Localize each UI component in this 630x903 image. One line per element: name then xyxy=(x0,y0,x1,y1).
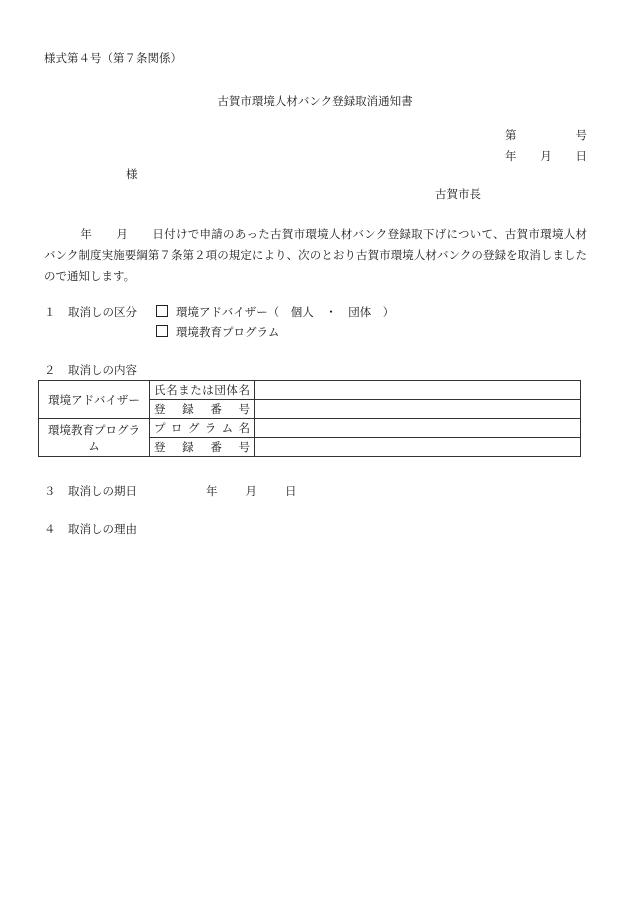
adviser-category-cell: 環境アドバイザー xyxy=(39,381,150,419)
issue-date-line xyxy=(505,148,587,164)
program-reg-value-cell[interactable] xyxy=(255,438,581,457)
cancellation-table xyxy=(38,380,581,457)
program-category-cell: 環境教育プログラム xyxy=(39,419,150,457)
option-adviser-label: 環境アドバイザー（ 個人 ・ 団体 ） xyxy=(176,305,395,319)
cancel-date-month: 月 xyxy=(245,484,257,498)
adviser-reg-label-cell: 登録番号 xyxy=(150,400,255,419)
issue-date-day: 日 xyxy=(575,149,587,163)
form-number: 様式第４号（第７条関係） xyxy=(44,51,182,65)
section-3-label: 取消しの期日 xyxy=(68,484,137,498)
cancel-date-year: 年 xyxy=(206,484,218,498)
body-text: 日付けで申請のあった古賀市環境人材バンク登録取下げについて、古賀市環境人材バンク制度実施要綱第７条第２項の規定により、次のとおり古賀市環境人材バンクの登録を取消しましたので通知します。 xyxy=(44,227,588,283)
cancel-date-day: 日 xyxy=(285,484,297,498)
section-2-label: 取消しの内容 xyxy=(68,363,137,377)
name-label-cell: 氏名または団体名 xyxy=(150,381,255,400)
option-program-label: 環境教育プログラム xyxy=(176,325,280,339)
body-month: 月 xyxy=(116,227,129,241)
doc-number-suffix: 号 xyxy=(575,128,587,142)
body-paragraph xyxy=(44,224,587,287)
program-reg-label-cell: 登録番号 xyxy=(150,438,255,457)
addressee: 様 xyxy=(126,167,138,181)
section-2-number: ２ xyxy=(44,363,56,377)
program-name-label-cell: プログラム名 xyxy=(150,419,255,438)
section-3 xyxy=(44,483,297,499)
section-3-number: ３ xyxy=(44,484,56,498)
adviser-reg-value-cell[interactable] xyxy=(255,400,581,419)
doc-number-prefix: 第 xyxy=(505,128,517,142)
issue-date-month: 月 xyxy=(540,149,552,163)
section-1-label: 取消しの区分 xyxy=(68,305,137,319)
sender: 古賀市長 xyxy=(435,187,481,201)
section-1 xyxy=(44,304,394,320)
table-row xyxy=(39,419,581,438)
section-1-option-2 xyxy=(44,324,279,340)
table-row xyxy=(39,381,581,400)
program-name-value-cell[interactable] xyxy=(255,419,581,438)
body-year: 年 xyxy=(80,227,93,241)
option-program-checkbox[interactable] xyxy=(156,325,168,337)
document-title: 古賀市環境人材バンク登録取消通知書 xyxy=(217,94,413,108)
option-adviser-checkbox[interactable] xyxy=(156,305,168,317)
section-4-number: ４ xyxy=(44,522,56,536)
section-4 xyxy=(44,521,137,537)
section-2 xyxy=(44,362,137,378)
section-1-number: １ xyxy=(44,305,56,319)
section-4-label: 取消しの理由 xyxy=(68,522,137,536)
name-value-cell[interactable] xyxy=(255,381,581,400)
issue-date-year: 年 xyxy=(505,149,517,163)
document-number-line xyxy=(505,127,587,143)
